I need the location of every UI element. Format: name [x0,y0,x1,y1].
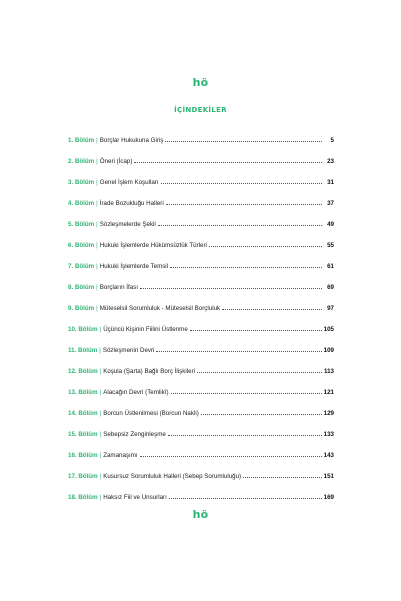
toc-entry[interactable] [68,178,334,199]
page-number: 23 [327,158,334,165]
page-number: 69 [327,284,334,291]
dot-leader [161,178,322,184]
chapter-title: Borçlar Hukukuna Giriş [99,137,164,144]
chapter-number: 8. Bölüm [68,284,95,291]
chapter-number: 15. Bölüm [68,431,98,438]
separator: | [99,452,102,459]
chapter-title: Sözleşmenin Devri [102,347,155,354]
header-logo: hö [192,76,209,89]
chapter-title: Koşula (Şarta) Bağlı Borç İlişkileri [103,368,195,375]
separator: | [96,242,98,249]
page-number: 97 [327,305,334,312]
toc-entry[interactable] [68,304,334,325]
separator: | [96,137,98,144]
page-number: 109 [323,347,334,354]
chapter-number: 7. Bölüm [68,263,95,270]
toc-entry[interactable] [68,451,334,472]
dot-leader [201,409,322,415]
chapter-number: 18. Bölüm [68,494,98,501]
dot-leader [169,493,322,499]
dot-leader [209,241,322,247]
separator: | [99,431,102,438]
toc-entry[interactable] [68,241,334,262]
dot-leader [170,262,322,268]
chapter-number: 5. Bölüm [68,221,95,228]
page-number: 113 [324,368,334,375]
table-of-contents [68,136,334,514]
chapter-title: Öneri (İcap) [99,158,133,165]
toc-entry[interactable] [68,220,334,241]
dot-leader [140,283,322,289]
page-number: 37 [327,200,334,207]
chapter-number: 2. Bölüm [68,158,95,165]
chapter-number: 1. Bölüm [68,137,95,144]
chapter-number: 13. Bölüm [68,389,98,396]
toc-entry[interactable] [68,157,334,178]
dot-leader [222,304,322,310]
dot-leader [171,388,322,394]
page-title: İÇİNDEKİLER [174,106,227,114]
dot-leader [197,367,322,373]
chapter-number: 9. Bölüm [68,305,95,312]
page-number: 31 [327,179,334,186]
toc-entry[interactable] [68,283,334,304]
chapter-title: Sözleşmelerde Şekil [99,221,156,228]
toc-entry[interactable] [68,472,334,493]
chapter-title: Borcun Üstlenilmesi (Borcun Nakli) [103,410,199,417]
page-number: 151 [323,473,334,480]
separator: | [99,347,101,354]
toc-entry[interactable] [68,325,334,346]
page-number: 55 [327,242,334,249]
toc-entry[interactable] [68,346,334,367]
page-number: 5 [330,137,334,144]
dot-leader [243,472,322,478]
separator: | [96,284,98,291]
separator: | [96,200,98,207]
chapter-number: 3. Bölüm [68,179,95,186]
separator: | [96,305,98,312]
chapter-number: 14. Bölüm [68,410,98,417]
chapter-title: Alacağın Devri (Temlikî) [103,389,169,396]
chapter-title: Hukuki İşlemlerde Temsil [99,263,169,270]
separator: | [99,494,102,501]
toc-entry[interactable] [68,367,334,388]
dot-leader [190,325,322,331]
chapter-title: Üçüncü Kişinin Fiilini Üstlenme [103,326,188,333]
chapter-title: Genel İşlem Koşulları [99,179,159,186]
separator: | [96,263,98,270]
separator: | [96,221,98,228]
page-number: 169 [323,494,334,501]
separator: | [99,410,102,417]
separator: | [99,389,102,396]
chapter-title: Zamanaşımı [103,452,138,459]
chapter-number: 11. Bölüm [68,347,98,354]
page-number: 129 [323,410,334,417]
dot-leader [140,451,322,457]
footer-logo: hö [192,508,209,521]
chapter-number: 4. Bölüm [68,200,95,207]
page-number: 49 [327,221,334,228]
dot-leader [156,346,321,352]
chapter-number: 16. Bölüm [68,452,98,459]
toc-entry[interactable] [68,388,334,409]
dot-leader [134,157,322,163]
page-number: 143 [323,452,334,459]
chapter-number: 6. Bölüm [68,242,95,249]
toc-entry[interactable] [68,199,334,220]
chapter-number: 10. Bölüm [68,326,98,333]
chapter-number: 17. Bölüm [68,473,98,480]
chapter-title: İrade Bozukluğu Halleri [99,200,164,207]
toc-entry[interactable] [68,262,334,283]
toc-entry[interactable] [68,409,334,430]
chapter-title: Müteselsil Sorumluluk - Müteselsil Borçluluk [99,305,221,312]
chapter-title: Sebepsiz Zenginleşme [103,431,166,438]
page-number: 105 [323,326,334,333]
separator: | [96,158,98,165]
page-number: 61 [327,263,334,270]
page-number: 133 [323,431,334,438]
separator: | [99,326,102,333]
dot-leader [168,430,322,436]
separator: | [99,473,102,480]
dot-leader [165,136,322,142]
chapter-number: 12. Bölüm [68,368,98,375]
separator: | [99,368,102,375]
separator: | [96,179,98,186]
chapter-title: Borçların İfası [99,284,138,291]
dot-leader [158,220,322,226]
chapter-title: Kusursuz Sorumluluk Halleri (Sebep Sorumluluğu) [103,473,242,480]
dot-leader [166,199,322,205]
toc-entry[interactable] [68,136,334,157]
page-number: 121 [323,389,334,396]
chapter-title: Haksız Fiil ve Unsurları [103,494,167,501]
toc-entry[interactable] [68,430,334,451]
chapter-title: Hukuki İşlemlerde Hükümsüzlük Türleri [99,242,207,249]
